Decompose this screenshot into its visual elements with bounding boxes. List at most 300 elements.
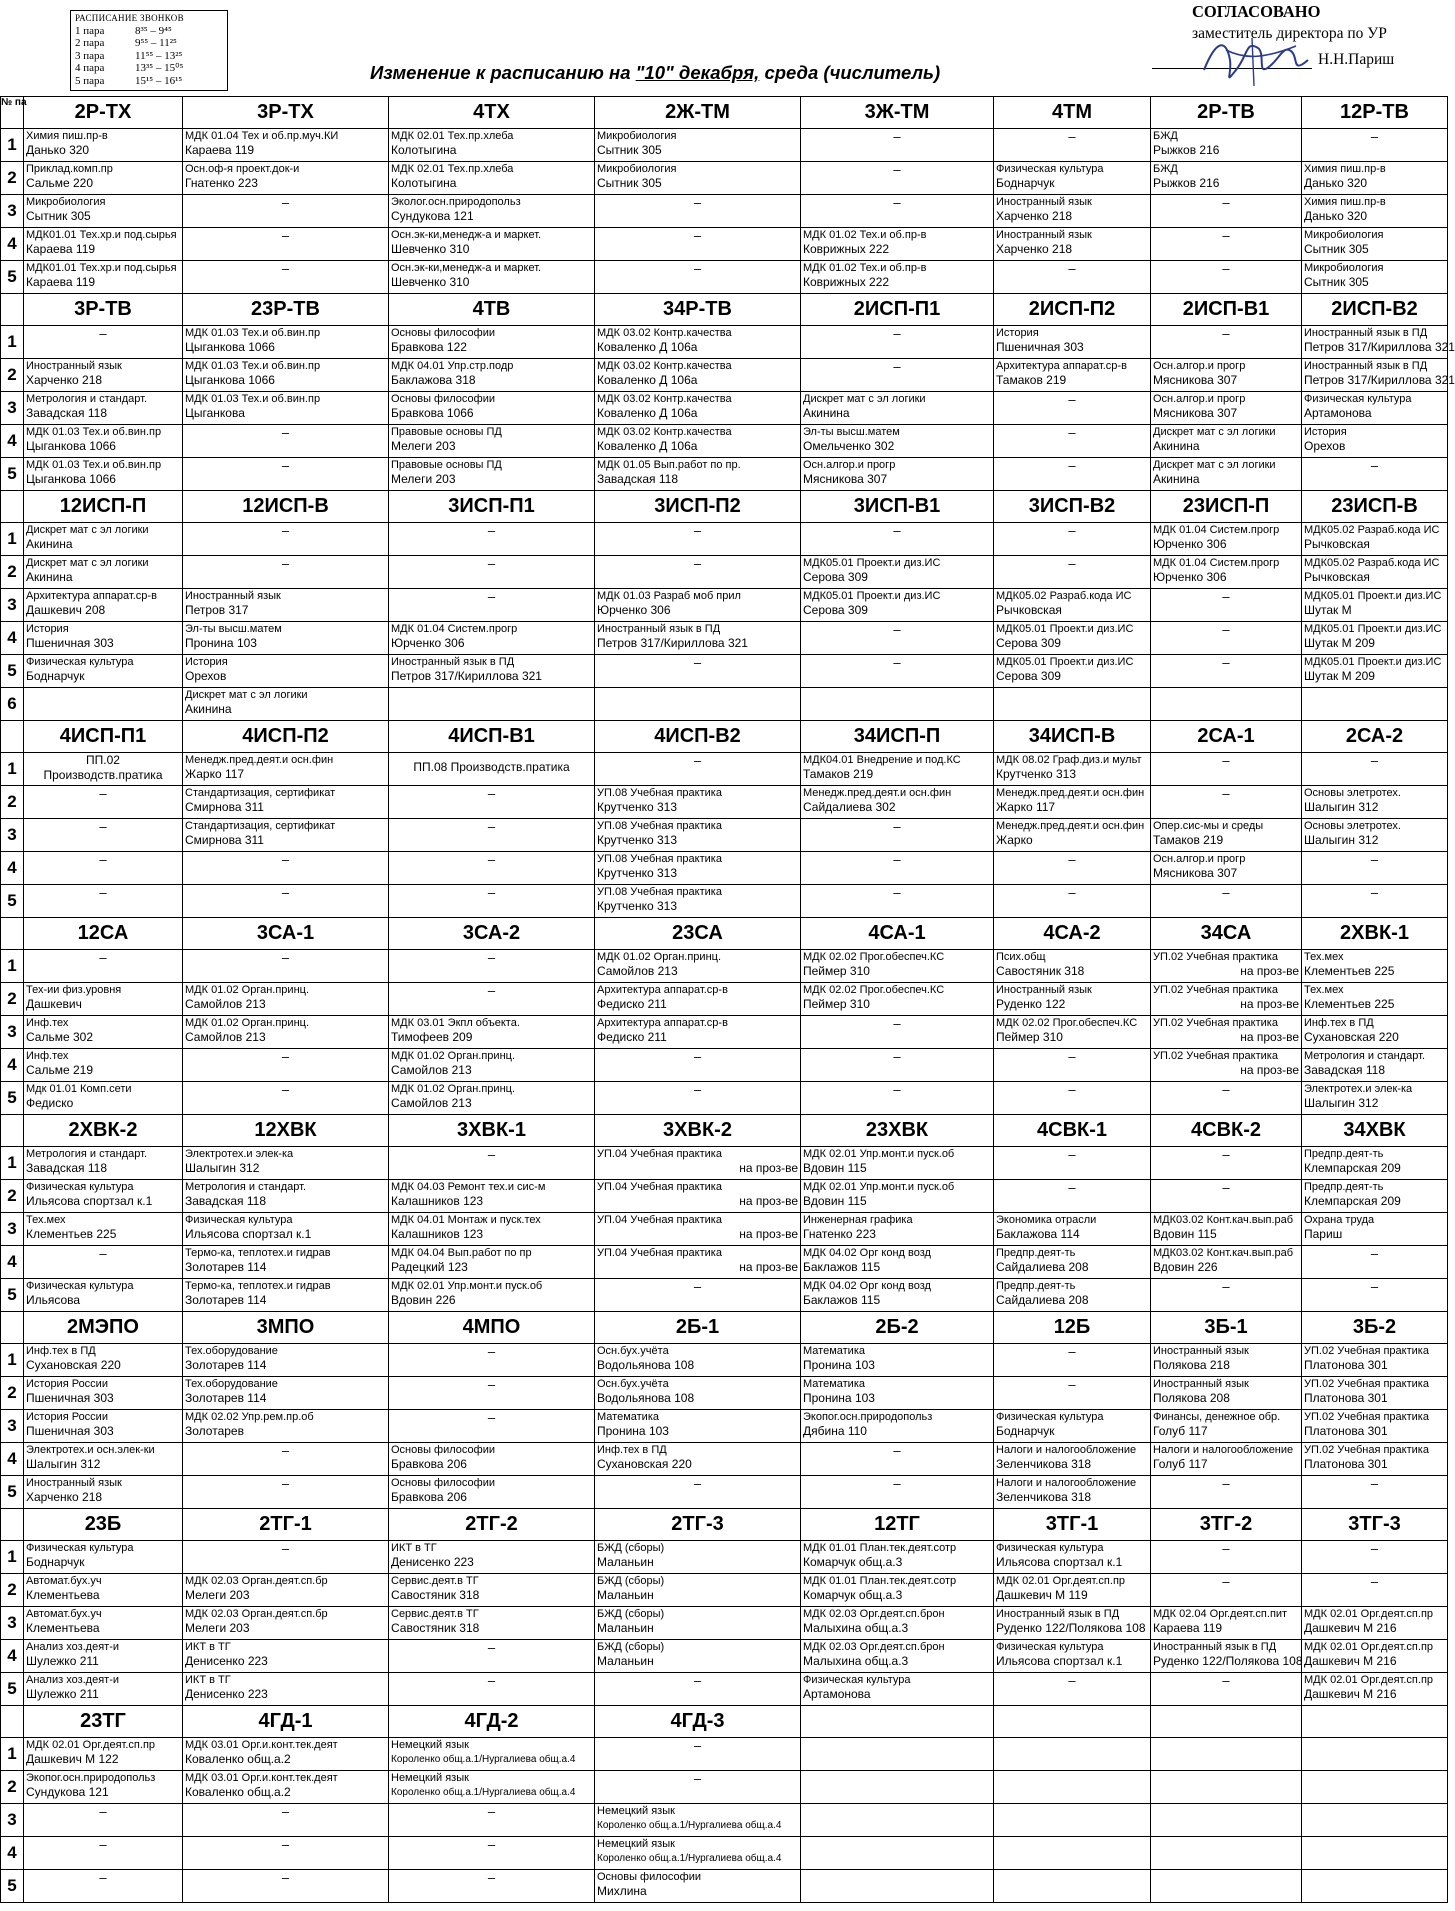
lesson-subject: Физическая культура: [26, 656, 134, 668]
lesson-cell: [389, 228, 595, 261]
lesson-cell: [1151, 556, 1302, 589]
lesson-teacher-room: Коврижных 222: [803, 242, 890, 256]
group-name: 3ХВК-2: [595, 1115, 801, 1147]
lesson-cell: [1151, 1640, 1302, 1673]
lesson-teacher-room: Маланьин: [597, 1588, 654, 1602]
lesson-teacher-room: Баклажова 318: [391, 373, 476, 387]
lesson-cell: [994, 622, 1151, 655]
lesson-teacher-room: Денисенко 223: [391, 1555, 474, 1569]
lesson-teacher-room: Ильясова спортзал к.1: [26, 1194, 153, 1208]
lesson-teacher-room: Цыганкова 1066: [185, 340, 275, 354]
lesson-teacher-room: Зеленчикова 318: [996, 1457, 1092, 1471]
lesson-cell: [1302, 326, 1455, 359]
lesson-cell: –: [801, 1443, 994, 1476]
lesson-teacher-room: Дябина 110: [803, 1424, 867, 1438]
lesson-teacher-room: Водольянова 108: [597, 1391, 695, 1405]
lesson-teacher-room: Артамонова: [803, 1687, 871, 1701]
lesson-teacher-room: Клементьева: [26, 1621, 100, 1635]
lesson-teacher-room: Комарчук общ.а.3: [803, 1588, 903, 1602]
lesson-subject: МДК 03.02 Контр.качества: [597, 393, 732, 405]
lesson-teacher-room: Коваленко Д 106а: [597, 340, 698, 354]
lesson-teacher-room: Баклажова 114: [996, 1227, 1080, 1241]
lesson-teacher-room: Тамаков 219: [803, 767, 874, 781]
lesson-cell: –: [389, 1147, 595, 1180]
lesson-teacher-room: Караева 119: [185, 143, 255, 157]
lesson-subject: Экопог.осн.природопольз: [26, 1772, 156, 1784]
lesson-cell: [1302, 1147, 1448, 1180]
lesson-subject: МДК04.01 Внедрение и под.КС: [803, 754, 961, 766]
lesson-teacher-room: Дашкевич М 216: [1304, 1654, 1397, 1668]
lesson-cell: [389, 129, 595, 162]
lesson-number: 4: [1, 1443, 24, 1476]
lesson-row: [1, 1246, 1448, 1279]
lesson-cell: [389, 1213, 595, 1246]
lesson-teacher-room: Сайдалиева 302: [803, 800, 896, 814]
lesson-subject: БЖД: [1153, 130, 1178, 142]
lesson-subject: Анализ хоз.деят-и: [26, 1674, 120, 1686]
lesson-cell: [389, 458, 595, 491]
lesson-cell: –: [595, 1279, 801, 1312]
lesson-cell: –: [801, 359, 994, 392]
approval-heading: СОГЛАСОВАНО: [1192, 2, 1321, 21]
lesson-cell: [994, 1443, 1151, 1476]
lesson-teacher-room: Пеймер 310: [996, 1030, 1063, 1044]
lesson-cell: [389, 1574, 595, 1607]
lesson-cell: [801, 458, 994, 491]
lesson-cell: [595, 1016, 801, 1049]
group-name: 3Ж-ТМ: [801, 97, 994, 129]
lesson-subject: МДК 04.01 Монтаж и пуск.тех: [391, 1214, 541, 1226]
lesson-teacher-room: Клементьева: [26, 1588, 100, 1602]
lesson-teacher-room: Сытник 305: [1304, 275, 1369, 289]
lesson-teacher-room: Серова 309: [996, 636, 1061, 650]
lesson-cell: –: [994, 1180, 1151, 1213]
lesson-cell: –: [24, 852, 183, 885]
lesson-cell: [801, 1410, 994, 1443]
lesson-number: 1: [1, 326, 24, 359]
group-name: 4ГД-2: [389, 1706, 595, 1738]
lesson-cell: [183, 688, 389, 721]
lesson-cell: [24, 392, 183, 425]
lesson-cell: –: [389, 786, 595, 819]
lesson-subject: МДК 02.01 Упр.монт.и пуск.об: [803, 1181, 955, 1193]
lesson-cell: –: [389, 852, 595, 885]
lesson-teacher-room: Шулежко 211: [26, 1687, 99, 1701]
lesson-teacher-room: Савостяник 318: [391, 1588, 480, 1602]
group-name: 4ИСП-П1: [24, 721, 183, 753]
lesson-subject: Микробиология: [597, 130, 677, 142]
lesson-teacher-room: Колотыгина: [391, 143, 457, 157]
lesson-cell: –: [595, 655, 801, 688]
lesson-subject: Иностранный язык в ПД: [996, 1608, 1120, 1620]
lesson-row: [1, 1049, 1448, 1082]
lesson-cell: [595, 458, 801, 491]
group-header-row: [1, 97, 1448, 129]
lesson-subject: Тех.мех: [1304, 984, 1344, 996]
lesson-cell: –: [595, 1771, 801, 1804]
lesson-cell: [1151, 1410, 1302, 1443]
lesson-cell: [994, 1738, 1151, 1771]
lesson-row: [1, 819, 1448, 852]
lesson-cell: [1302, 523, 1448, 556]
lesson-cell: [24, 1377, 183, 1410]
lesson-cell: –: [1151, 1476, 1302, 1509]
lesson-subject: Мдк 01.01 Комп.сети: [26, 1083, 132, 1095]
lesson-teacher-room: Коваленко общ.а.2: [185, 1752, 291, 1766]
lesson-cell: [183, 819, 389, 852]
lesson-cell: [389, 326, 595, 359]
lesson-row: [1, 885, 1448, 918]
lesson-cell: –: [1302, 1246, 1448, 1279]
lesson-number: 1: [1, 753, 24, 786]
lesson-subject: Метрология и стандарт.: [26, 393, 147, 405]
lesson-cell: –: [801, 1049, 994, 1082]
lesson-subject: МДК 01.02 Орган.принц.: [391, 1083, 516, 1095]
lesson-teacher-room: на проз-ве: [739, 1194, 798, 1208]
lesson-number: 5: [1, 1279, 24, 1312]
bell-row: [75, 50, 223, 63]
lesson-teacher-room: Самойлов 213: [597, 964, 678, 978]
lesson-cell: [1151, 1870, 1302, 1903]
lesson-cell: [994, 195, 1151, 228]
lesson-teacher-room: на проз-ве: [1240, 997, 1299, 1011]
lesson-subject: МДК 01.04 Тех и об.пр.муч.КИ: [185, 130, 339, 142]
group-name: 3ТГ-3: [1302, 1509, 1448, 1541]
lesson-number: 4: [1, 1049, 24, 1082]
lesson-cell: [1302, 589, 1448, 622]
lesson-subject: ПП.02: [86, 753, 120, 767]
lesson-subject: УП.02 Учебная практика: [1304, 1345, 1429, 1357]
lesson-cell: [1302, 1607, 1448, 1640]
group-name: 12ИСП-П: [24, 491, 183, 523]
lesson-subject: МДК05.01 Проект.и диз.ИС: [1304, 623, 1442, 635]
lesson-cell: [1302, 359, 1455, 392]
lesson-cell: [1302, 1016, 1448, 1049]
lesson-cell: –: [183, 425, 389, 458]
lesson-teacher-room: Дашкевич М 122: [26, 1752, 119, 1766]
lesson-cell: –: [1302, 458, 1448, 491]
lesson-cell: [1151, 162, 1302, 195]
lesson-teacher-room: Шалыгин 312: [1304, 1096, 1379, 1110]
lesson-cell: [389, 1541, 595, 1574]
lesson-cell: [1302, 1640, 1448, 1673]
lesson-cell: [801, 1870, 994, 1903]
lesson-subject: МДК 03.01 Орг.и.конт.тек.деят: [185, 1739, 338, 1751]
lesson-teacher-room: Завадская 118: [26, 406, 107, 420]
lesson-cell: [595, 392, 801, 425]
lesson-subject: Электротех.и элек-ка: [185, 1148, 294, 1160]
lesson-teacher-room: Руденко 122: [996, 997, 1066, 1011]
lesson-subject: УП.04 Учебная практика: [597, 1247, 722, 1259]
lesson-teacher-room: Петров 317/Кириллова 321: [597, 636, 748, 650]
lesson-teacher-room: Пронина 103: [803, 1391, 875, 1405]
lesson-cell: [994, 1640, 1151, 1673]
lesson-subject: Немецкий язык: [597, 1805, 675, 1817]
lesson-cell: [24, 261, 183, 294]
lesson-row: [1, 359, 1448, 392]
lesson-cell: –: [595, 261, 801, 294]
lesson-number: 5: [1, 1082, 24, 1115]
group-name: 23Р-ТВ: [183, 294, 389, 326]
group-name: 3ИСП-В2: [994, 491, 1151, 523]
lesson-teacher-room: Ильясова спортзал к.1: [996, 1555, 1123, 1569]
lesson-number: 1: [1, 1344, 24, 1377]
group-header-row: [1, 294, 1448, 326]
lesson-subject: Менедж.пред.деят.и осн.фин: [185, 754, 334, 766]
lesson-cell: [24, 1082, 183, 1115]
lesson-subject: УП.04 Учебная практика: [597, 1181, 722, 1193]
lesson-subject: Правовые основы ПД: [391, 426, 502, 438]
lesson-teacher-room: Пронина 103: [803, 1358, 875, 1372]
lesson-subject: Инф.тех в ПД: [597, 1444, 667, 1456]
lesson-cell: [24, 1541, 183, 1574]
lesson-cell: –: [24, 1837, 183, 1870]
lesson-subject: МДК 04.02 Орг конд возд: [803, 1247, 931, 1259]
lesson-cell: [24, 1574, 183, 1607]
lesson-subject: УП.02 Учебная практика: [1153, 1017, 1278, 1029]
lesson-cell: [24, 556, 183, 589]
lesson-cell: –: [1151, 1673, 1302, 1706]
group-name: 12ХВК: [183, 1115, 389, 1147]
lesson-cell: [183, 1771, 389, 1804]
lesson-teacher-room: Сытник 305: [1304, 242, 1369, 256]
lesson-cell: [994, 655, 1151, 688]
bell-time: 13³⁵ – 15⁰⁵: [135, 62, 184, 74]
group-name: 34ИСП-В: [994, 721, 1151, 753]
lesson-subject: Архитектура аппарат.ср-в: [26, 590, 157, 602]
lesson-cell: [183, 1377, 389, 1410]
number-header: [1, 918, 24, 950]
lesson-teacher-room: Крутченко 313: [597, 800, 677, 814]
lesson-row: [1, 1771, 1448, 1804]
lesson-cell: [389, 655, 595, 688]
lesson-subject: МДК 04.03 Ремонт тех.и сис-м: [391, 1181, 546, 1193]
lesson-subject: Дискрет мат с эл логики: [1153, 426, 1276, 438]
lesson-cell: –: [595, 1049, 801, 1082]
lesson-teacher-room: Голуб 117: [1153, 1424, 1208, 1438]
lesson-cell: [595, 1607, 801, 1640]
lesson-cell: –: [801, 1476, 994, 1509]
lesson-number: 2: [1, 786, 24, 819]
lesson-cell: [595, 1180, 801, 1213]
lesson-teacher-room: Орехов: [1304, 439, 1346, 453]
group-name: 3ХВК-1: [389, 1115, 595, 1147]
lesson-cell: –: [994, 392, 1151, 425]
lesson-teacher-room: Сундукова 121: [391, 209, 474, 223]
lesson-cell: [1151, 1016, 1302, 1049]
lesson-teacher-room: Боднарчук: [996, 176, 1055, 190]
lesson-cell: [801, 1147, 994, 1180]
group-name: 2ИСП-П1: [801, 294, 994, 326]
lesson-row: [1, 1410, 1448, 1443]
lesson-teacher-room: на проз-ве: [1240, 964, 1299, 978]
lesson-subject: Математика: [803, 1345, 865, 1357]
lesson-subject: МДК 02.02 Упр.рем.пр.об: [185, 1411, 314, 1423]
lesson-teacher-room: Серова 309: [803, 603, 868, 617]
lesson-number: 2: [1, 359, 24, 392]
lesson-cell: [595, 1804, 801, 1837]
lesson-cell: –: [1151, 326, 1302, 359]
lesson-number: 2: [1, 556, 24, 589]
lesson-cell: [1302, 1837, 1448, 1870]
lesson-subject: Основы философии: [391, 1477, 495, 1489]
lesson-row: [1, 425, 1448, 458]
lesson-row: [1, 983, 1448, 1016]
lesson-subject: Предпр.деят-ть: [996, 1280, 1076, 1292]
lesson-cell: [595, 129, 801, 162]
lesson-subject: Иностранный язык: [1153, 1345, 1249, 1357]
lesson-cell: –: [389, 1377, 595, 1410]
lesson-cell: [1302, 622, 1448, 655]
lesson-subject: УП.08 Учебная практика: [597, 853, 722, 865]
lesson-number: 5: [1, 1673, 24, 1706]
lesson-number: 4: [1, 425, 24, 458]
lesson-cell: [1151, 1771, 1302, 1804]
lesson-cell: [1151, 458, 1302, 491]
lesson-subject: УП.04 Учебная практика: [597, 1148, 722, 1160]
lesson-subject: МДК 02.01 Орг.деят.сп.пр: [1304, 1641, 1434, 1653]
lesson-cell: –: [1151, 786, 1302, 819]
group-name: 3ИСП-П2: [595, 491, 801, 523]
lesson-cell: [24, 1016, 183, 1049]
lesson-cell: [183, 1180, 389, 1213]
lesson-cell: [24, 1443, 183, 1476]
lesson-subject: МДК 01.04 Систем.прогр: [1153, 557, 1280, 569]
lesson-teacher-room: Жарко 117: [185, 767, 245, 781]
lesson-cell: [801, 1771, 994, 1804]
lesson-subject: МДК 02.01 Орг.деят.сп.пр: [1304, 1608, 1434, 1620]
lesson-row: [1, 458, 1448, 491]
lesson-cell: [389, 261, 595, 294]
lesson-cell: [595, 1246, 801, 1279]
lesson-subject: МДК05.01 Проект.и диз.ИС: [1304, 656, 1442, 668]
lesson-teacher-room: Тамаков 219: [1153, 833, 1224, 847]
lesson-cell: –: [183, 1082, 389, 1115]
lesson-cell: –: [801, 1016, 994, 1049]
lesson-cell: [389, 1607, 595, 1640]
lesson-cell: [1302, 786, 1448, 819]
lesson-number: 3: [1, 1607, 24, 1640]
lesson-teacher-room: Рычковская: [1304, 537, 1370, 551]
lesson-cell: [1151, 950, 1302, 983]
lesson-subject: Основы элетротех.: [1304, 787, 1401, 799]
lesson-cell: [595, 1574, 801, 1607]
lesson-cell: [595, 326, 801, 359]
lesson-cell: [595, 1213, 801, 1246]
lesson-cell: [1151, 1246, 1302, 1279]
lesson-subject: Микробиология: [597, 163, 677, 175]
lesson-cell: [595, 1377, 801, 1410]
group-name: 2СА-1: [1151, 721, 1302, 753]
lesson-cell: [801, 983, 994, 1016]
lesson-row: [1, 1213, 1448, 1246]
lesson-cell: [1151, 688, 1302, 721]
number-header: № па: [1, 97, 24, 129]
lesson-row: [1, 162, 1448, 195]
lesson-number: 3: [1, 195, 24, 228]
lesson-subject: Химия пиш.пр-в: [1304, 163, 1386, 175]
lesson-subject: Метрология и стандарт.: [1304, 1050, 1425, 1062]
lesson-teacher-room: Клемпарская 209: [1304, 1194, 1401, 1208]
group-name: [1151, 1706, 1302, 1738]
lesson-teacher-room: Пшеничная 303: [996, 340, 1084, 354]
lesson-row: [1, 852, 1448, 885]
lesson-cell: [1302, 950, 1448, 983]
lesson-teacher-room: Гнатенко 223: [185, 176, 258, 190]
lesson-row: [1, 1147, 1448, 1180]
lesson-cell: [994, 1804, 1151, 1837]
lesson-cell: –: [389, 1673, 595, 1706]
lesson-teacher-room: Бравкова 1066: [391, 406, 474, 420]
lesson-teacher-room: Бравкова 206: [391, 1490, 467, 1504]
lesson-cell: [801, 786, 994, 819]
lesson-subject: МДК 03.02 Контр.качества: [597, 426, 732, 438]
lesson-cell: –: [389, 1804, 595, 1837]
lesson-cell: [183, 1410, 389, 1443]
lesson-teacher-room: Сытник 305: [597, 176, 662, 190]
lesson-cell: [994, 688, 1151, 721]
lesson-cell: [595, 1443, 801, 1476]
lesson-teacher-room: Шутак М 209: [1304, 636, 1375, 650]
bell-row: [75, 62, 223, 75]
lesson-teacher-room: Баклажов 115: [803, 1293, 881, 1307]
lesson-cell: [389, 688, 595, 721]
lesson-teacher-room: Сытник 305: [597, 143, 662, 157]
lesson-cell: [994, 228, 1151, 261]
lesson-cell: [801, 1377, 994, 1410]
lesson-cell: –: [389, 1344, 595, 1377]
lesson-cell: [801, 392, 994, 425]
lesson-cell: –: [595, 195, 801, 228]
lesson-teacher-room: Вдовин 115: [803, 1161, 867, 1175]
lesson-subject: Тех.оборудование: [185, 1378, 278, 1390]
number-header: [1, 1312, 24, 1344]
group-header-row: [1, 491, 1448, 523]
lesson-cell: [595, 819, 801, 852]
lesson-number: 5: [1, 885, 24, 918]
lesson-number: 4: [1, 852, 24, 885]
lesson-subject: Предпр.деят-ть: [1304, 1181, 1384, 1193]
group-name: 2Р-ТВ: [1151, 97, 1302, 129]
lesson-cell: –: [994, 885, 1151, 918]
lesson-cell: [994, 1279, 1151, 1312]
lesson-number: 1: [1, 1738, 24, 1771]
lesson-cell: –: [801, 162, 994, 195]
lesson-teacher-room: Сальме 219: [26, 1063, 94, 1077]
bell-para: 3 пара: [75, 49, 105, 62]
lesson-subject: История: [26, 623, 69, 635]
lesson-subject: Физическая культура: [185, 1214, 293, 1226]
lesson-subject: Осн.эк-ки,менедж-а и маркет.: [391, 229, 542, 241]
lesson-row: [1, 1837, 1448, 1870]
lesson-cell: [183, 655, 389, 688]
lesson-cell: [1302, 1673, 1448, 1706]
lesson-teacher-room: Смирнова 311: [185, 833, 264, 847]
lesson-teacher-room: Шалыгин 312: [1304, 800, 1379, 814]
lesson-subject: МДК 02.02 Прог.обеспеч.КС: [803, 951, 945, 963]
lesson-cell: [1151, 523, 1302, 556]
group-header-row: [1, 1706, 1448, 1738]
lesson-cell: [183, 1673, 389, 1706]
group-name: 2Р-ТХ: [24, 97, 183, 129]
lesson-subject: МДК 04.02 Орг конд возд: [803, 1280, 931, 1292]
lesson-cell: [801, 1804, 994, 1837]
lesson-number: 5: [1, 1870, 24, 1903]
lesson-subject: МДК 08.02 Граф.диз.и мульт: [996, 754, 1142, 766]
lesson-subject: МДК05.02 Разраб.кода ИС: [1304, 557, 1440, 569]
lesson-teacher-room: Харченко 218: [996, 209, 1073, 223]
lesson-cell: [24, 688, 183, 721]
